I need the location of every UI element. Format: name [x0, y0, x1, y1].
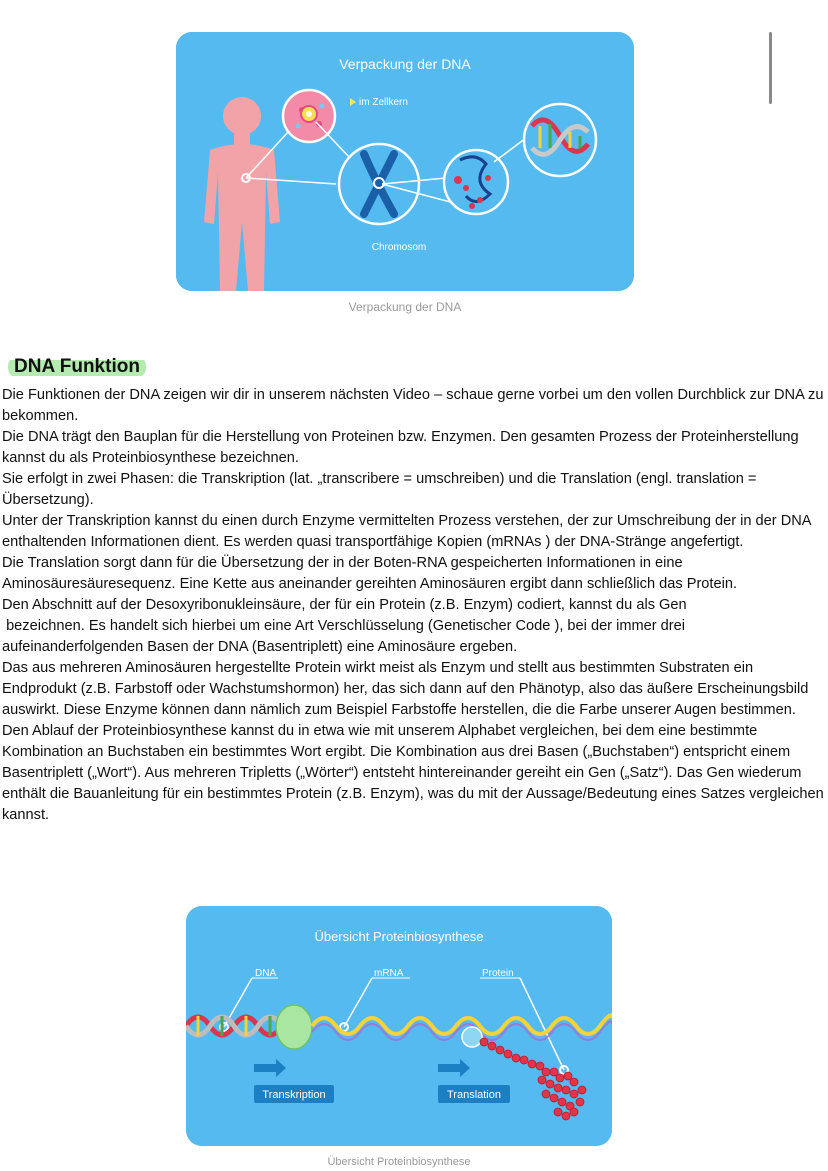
paragraph: Die DNA trägt den Bauplan für die Herstellung von Proteinen bzw. Enzymen. Den gesamten Prozess der Proteinherstellung kannst du als Proteinbiosynthese bezeichnen. — [2, 429, 803, 466]
label-chromosome: Chromosom — [371, 242, 427, 253]
rna-polymerase-shape — [276, 1005, 312, 1049]
paragraph: Sie erfolgt in zwei Phasen: die Transkription (lat. „transcribere = umschreiben) und die Translation (engl. translation = Übersetzung). — [2, 471, 761, 508]
ribosome-shape — [462, 1027, 482, 1047]
section-heading: DNA Funktion — [8, 356, 146, 378]
dna-helix-illustration — [524, 104, 596, 176]
body-text — [2, 385, 828, 826]
translation-label: Translation — [446, 1089, 502, 1101]
figure2-title: Übersicht Proteinbiosynthese — [314, 929, 484, 944]
label-nucleus: im Zellkern — [359, 97, 408, 108]
dna-packaging-figure — [176, 32, 634, 291]
protein-biosynthesis-figure — [186, 906, 612, 1146]
figure1-caption: Verpackung der DNA — [348, 300, 462, 314]
transcription-label: Transkription — [262, 1089, 326, 1101]
paragraph: Den Abschnitt auf der Desoxyribonukleinsäure, der für ein Protein (z.B. Enzym) codiert, kannst du als Gen bezeichnen. Es handelt sich hierbei um eine Art Verschlüsselung (Genetischer Code ), bei der immer drei aufeinanderfolgenden Basen der DNA (Basentriplett) eine Aminosäure ergeben. — [2, 597, 687, 655]
label-mrna: mRNA — [374, 968, 404, 979]
paragraph: Den Ablauf der Proteinbiosynthese kannst du in etwa wie mit unserem Alphabet vergleichen, bei dem eine bestimmte Kombination an Buchstaben ein bestimmtes Wort ergibt. Die Kombination aus drei Basen („Buchstaben“) entspricht einem Basentriplett („Wort“). Aus mehreren Tripletts („Wörter“) entsteht hintereinander gereiht ein Gen („Satz“). Das Gen wiederum enthält die Bauanleitung für ein bestimmtes Protein (z.B. Enzym), was du mit der Aussage/Bedeutung eines Satzes vergleichen kannst. — [2, 723, 828, 823]
label-protein: Protein — [482, 968, 514, 979]
figure2-caption: Übersicht Proteinbiosynthese — [327, 1156, 471, 1168]
paragraph: Das aus mehreren Aminosäuren hergestellte Protein wirkt meist als Enzym und stellt aus bestimmten Substraten ein Endprodukt (z.B. Farbstoff oder Wachstumshormon) her, das sich dann auf den Phänotyp, also das äußere Erscheinungsbild auswirkt. Diese Enzyme können dann nämlich zum Beispiel Farbstoffe herstellen, die die Farbe unserer Augen bestimmen. — [2, 660, 813, 718]
figure1-title: Verpackung der DNA — [339, 56, 471, 72]
paragraph: Die Funktionen der DNA zeigen wir dir in unserem nächsten Video – schaue gerne vorbei um den vollen Durchblick zur DNA zu bekommen. — [2, 387, 828, 424]
chromosome-illustration — [339, 144, 419, 224]
paragraph: Die Translation sorgt dann für die Übersetzung der in der Boten-RNA gespeicherten Informationen in eine Aminosäuresäuresequenz. Eine Kette aus aneinander gereihten Aminosäuren ergibt dann schließlich das Protein. — [2, 555, 738, 592]
scrollbar[interactable] — [769, 32, 772, 104]
paragraph: Unter der Transkription kannst du einen durch Enzyme vermittelten Prozess verstehen, der zur Umschreibung der in der DNA enthaltenden Informationen dient. Es werden quasi transportfähige Kopien (mRNAs ) der DNA-Stränge angefertigt. — [2, 513, 815, 550]
label-dna: DNA — [255, 968, 277, 979]
